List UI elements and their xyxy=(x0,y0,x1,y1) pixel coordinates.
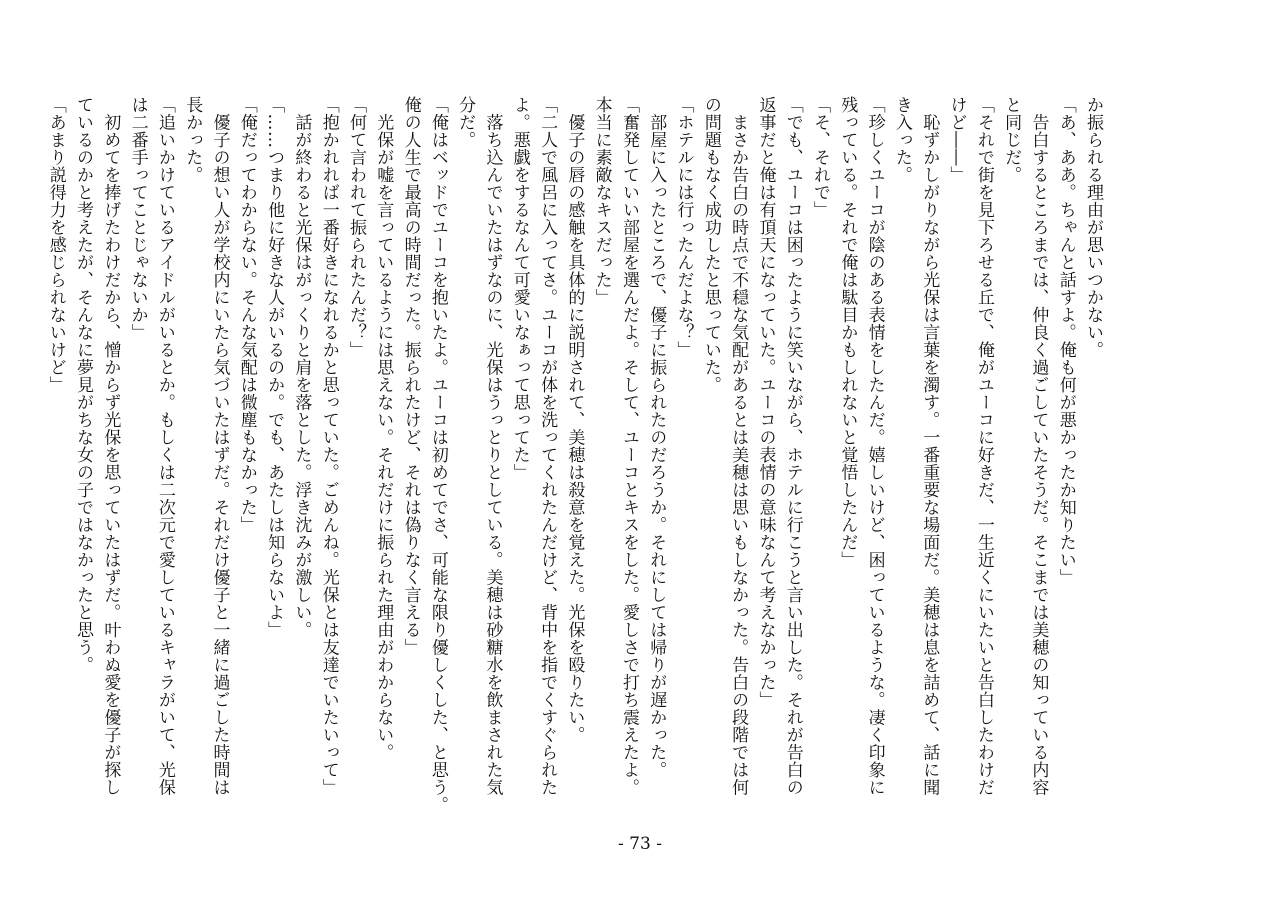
text-line: 「奮発していい部屋を選んだよ。そして、ユーコとキスをした。愛しさで打ち震えたよ。 xyxy=(618,96,639,796)
text-line: 「あまり説得力を感じられないけど」 xyxy=(45,96,66,394)
text-line: 「抱かれれば一番好きになれるかと思っていた。ごめんね。光保とは友達でいたいって」 xyxy=(318,96,339,796)
text-line: 長かった。 xyxy=(182,96,203,184)
text-line: まさか告白の時点で不穏な気配があるとは美穂は思いもしなかった。告白の段階では何 xyxy=(728,96,749,796)
text-line: 「珍しくユーコが陰のある表情をしたんだ。嬉しいけど、困っているような。凄く印象に xyxy=(864,96,885,796)
text-line: の問題もなく成功したと思っていた。 xyxy=(700,96,721,394)
text-line: 「あ、ああ。ちゃんと話すよ。俺も何が悪かったか知りたい」 xyxy=(1055,96,1076,586)
text-line: 恥ずかしがりながら光保は言葉を濁す。一番重要な場面だ。美穂は息を詰めて、話に聞 xyxy=(919,96,940,796)
text-line: 告白するところまでは、仲良く過ごしていたそうだ。そこまでは美穂の知っている内容 xyxy=(1028,96,1049,796)
text-line: 「ホテルには行ったんだよな？」 xyxy=(673,96,694,359)
text-line: 光保が嘘を言っているようには思えない。それだけに振られた理由がわからない。 xyxy=(373,96,394,761)
text-line: 「二人で風呂に入ってさ。ユーコが体を洗ってくれたんだけど、背中を指でくすぐられた xyxy=(537,96,558,796)
text-line: 返事だと俺は有頂天になっていた。ユーコの表情の意味なんて考えなかった」 xyxy=(755,96,776,709)
vertical-text-body xyxy=(41,96,1106,824)
text-line: 本当に素敵なキスだった」 xyxy=(591,96,612,306)
text-line: 「俺はベッドでユーコを抱いたよ。ユーコは初めてでさ、可能な限り優しくした、と思う。 xyxy=(427,96,448,814)
text-line: 部屋に入ったところで、優子に振られたのだろうか。それにしては帰りが遅かった。 xyxy=(646,96,667,779)
text-line: 俺の人生で最高の時間だった。振られたけど、それは偽りなく言える」 xyxy=(400,96,421,656)
text-line: よ。悪戯をするなんて可愛いなぁって思ってた」 xyxy=(509,96,530,481)
text-line: 「……つまり他に好きな人がいるのか。でも、あたしは知らないよ」 xyxy=(264,96,285,639)
page-number: - 73 - xyxy=(618,834,662,854)
text-line: 話が終わると光保はがっくりと肩を落とした。浮き沈みが激しい。 xyxy=(291,96,312,639)
text-line: 初めてを捧げたわけだから、憎からず光保を思っていたはずだ。叶わぬ愛を優子が探し xyxy=(100,96,121,796)
text-line: 「そ、それで」 xyxy=(810,96,831,219)
text-line: か振られる理由が思いつかない。 xyxy=(1083,96,1103,359)
text-line: 優子の想い人が学校内にいたら気づいたはずだ。それだけ優子と一緒に過ごした時間は xyxy=(209,96,230,796)
text-line: 「でも、ユーコは困ったように笑いながら、ホテルに行こうと言い出した。それが告白の xyxy=(782,96,803,796)
text-line: 分だ。 xyxy=(455,96,476,149)
text-line: 「何て言われて振られたんだ？」 xyxy=(345,96,366,359)
text-line: 落ち込んでいたはずなのに、光保はうっとりとしている。美穂は砂糖水を飲まされた気 xyxy=(482,96,503,796)
text-line: ているのかと考えたが、そんなに夢見がちな女の子ではなかったと思う。 xyxy=(73,96,94,674)
text-line: けど――」 xyxy=(946,96,967,184)
text-line: 「俺だってわからない。そんな気配は微塵もなかった」 xyxy=(236,96,257,534)
text-line: 「それで街を見下ろせる丘で、俺がユーコに好きだ、一生近くにいたいと告白したわけだ xyxy=(973,96,994,796)
text-line: 優子の唇の感触を具体的に説明されて、美穂は殺意を覚えた。光保を殴りたい。 xyxy=(564,96,585,744)
text-line: と同じだ。 xyxy=(1001,96,1022,184)
text-line: き入った。 xyxy=(891,96,912,184)
text-line: 残っている。それで俺は駄目かもしれないと覚悟したんだ」 xyxy=(837,96,858,569)
text-line: は二番手ってことじゃないか」 xyxy=(127,96,148,341)
text-line: 「追いかけているアイドルがいるとか。もしくは二次元で愛しているキャラがいて、光保 xyxy=(154,96,175,796)
